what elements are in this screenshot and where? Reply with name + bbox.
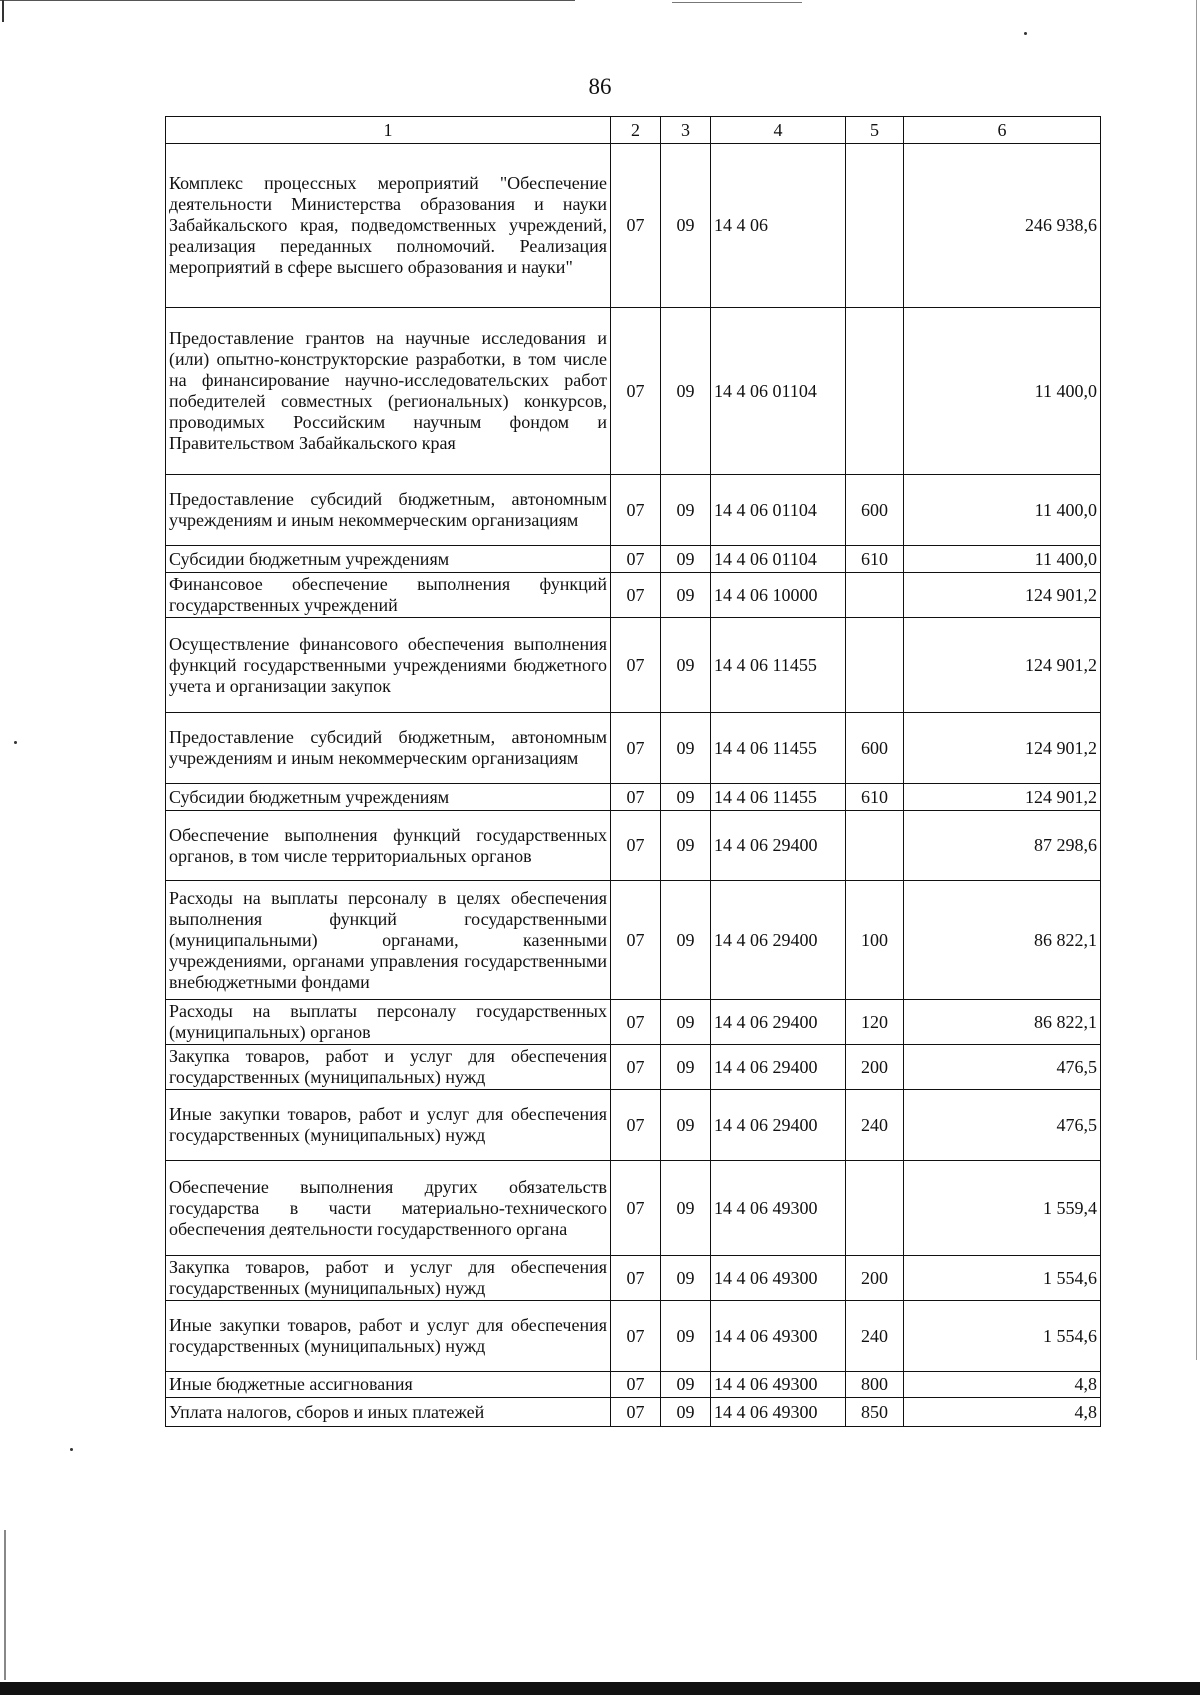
target-article-cell: 14 4 06 29400: [711, 811, 846, 881]
target-article-cell: 14 4 06 49300: [711, 1372, 846, 1398]
expense-type-cell: 240: [846, 1090, 904, 1161]
table-row: [166, 784, 1101, 811]
amount-cell: 11 400,0: [904, 475, 1101, 546]
section-cell: 07: [611, 144, 661, 308]
table-row: [166, 546, 1101, 573]
table-row: [166, 1090, 1101, 1161]
subsection-cell: 09: [661, 1301, 711, 1372]
subsection-cell: 09: [661, 573, 711, 618]
target-article-cell: 14 4 06 29400: [711, 881, 846, 1000]
scan-edge-line: [1196, 0, 1197, 1360]
column-header: 6: [904, 117, 1101, 144]
row-name-cell: Иные бюджетные ассигнования: [166, 1372, 611, 1398]
amount-cell: 124 901,2: [904, 713, 1101, 784]
expense-type-cell: [846, 811, 904, 881]
target-article-cell: 14 4 06 49300: [711, 1161, 846, 1256]
expense-type-cell: [846, 1161, 904, 1256]
section-cell: 07: [611, 1372, 661, 1398]
expense-type-cell: 200: [846, 1256, 904, 1301]
subsection-cell: 09: [661, 1045, 711, 1090]
expense-type-cell: 600: [846, 713, 904, 784]
amount-cell: 87 298,6: [904, 811, 1101, 881]
target-article-cell: 14 4 06 11455: [711, 713, 846, 784]
target-article-cell: 14 4 06 01104: [711, 475, 846, 546]
subsection-cell: 09: [661, 713, 711, 784]
row-name-cell: Финансовое обеспечение выполнения функций государственных учреждений: [166, 573, 611, 618]
page-number: 86: [588, 74, 612, 99]
amount-cell: 124 901,2: [904, 618, 1101, 713]
table-body: [166, 144, 1101, 1427]
section-cell: 07: [611, 1398, 661, 1427]
scan-bottom-bar: [0, 1682, 1200, 1695]
scan-speck: [70, 1448, 73, 1451]
scan-speck: [14, 741, 17, 744]
table-row: [166, 475, 1101, 546]
row-name-cell: Обеспечение выполнения других обязательств государства в части материально-технического обеспечения деятельности государственного органа: [166, 1161, 611, 1256]
row-name-cell: Закупка товаров, работ и услуг для обеспечения государственных (муниципальных) нужд: [166, 1045, 611, 1090]
target-article-cell: 14 4 06 11455: [711, 784, 846, 811]
column-header: 2: [611, 117, 661, 144]
subsection-cell: 09: [661, 881, 711, 1000]
subsection-cell: 09: [661, 811, 711, 881]
expense-type-cell: 610: [846, 546, 904, 573]
amount-cell: 1 554,6: [904, 1301, 1101, 1372]
expense-type-cell: [846, 308, 904, 475]
amount-cell: 11 400,0: [904, 546, 1101, 573]
subsection-cell: 09: [661, 1000, 711, 1045]
subsection-cell: 09: [661, 1090, 711, 1161]
scan-edge-line: [672, 2, 802, 3]
table-row: [166, 573, 1101, 618]
amount-cell: 1 554,6: [904, 1256, 1101, 1301]
table-row: [166, 1000, 1101, 1045]
target-article-cell: 14 4 06 11455: [711, 618, 846, 713]
section-cell: 07: [611, 1301, 661, 1372]
table-row: [166, 1398, 1101, 1427]
target-article-cell: 14 4 06 29400: [711, 1045, 846, 1090]
subsection-cell: 09: [661, 784, 711, 811]
table-row: [166, 881, 1101, 1000]
expense-type-cell: 100: [846, 881, 904, 1000]
expense-type-cell: [846, 573, 904, 618]
row-name-cell: Обеспечение выполнения функций государственных органов, в том числе территориальных органов: [166, 811, 611, 881]
section-cell: 07: [611, 618, 661, 713]
target-article-cell: 14 4 06 49300: [711, 1398, 846, 1427]
scan-edge-line: [4, 1530, 6, 1680]
subsection-cell: 09: [661, 1161, 711, 1256]
table-header-row: [166, 117, 1101, 144]
row-name-cell: Расходы на выплаты персоналу в целях обеспечения выполнения функций государственными (муниципальными) органами, казенными учреждениями, органами управления государственными внебюджетными фондами: [166, 881, 611, 1000]
section-cell: 07: [611, 475, 661, 546]
row-name-cell: Комплекс процессных мероприятий "Обеспечение деятельности Министерства образования и науки Забайкальского края, подведомственных учреждений, реализация переданных полномочий. Реализация мероприятий в сфере высшего образования и науки": [166, 144, 611, 308]
column-header: 5: [846, 117, 904, 144]
expense-type-cell: [846, 144, 904, 308]
budget-table: [165, 116, 1101, 1427]
subsection-cell: 09: [661, 1256, 711, 1301]
section-cell: 07: [611, 881, 661, 1000]
table-row: [166, 1256, 1101, 1301]
section-cell: 07: [611, 1045, 661, 1090]
table-row: [166, 1301, 1101, 1372]
expense-type-cell: [846, 618, 904, 713]
target-article-cell: 14 4 06 10000: [711, 573, 846, 618]
subsection-cell: 09: [661, 475, 711, 546]
expense-type-cell: 200: [846, 1045, 904, 1090]
amount-cell: 86 822,1: [904, 881, 1101, 1000]
table-row: [166, 713, 1101, 784]
target-article-cell: 14 4 06 49300: [711, 1256, 846, 1301]
amount-cell: 4,8: [904, 1372, 1101, 1398]
target-article-cell: 14 4 06 29400: [711, 1090, 846, 1161]
table-row: [166, 1372, 1101, 1398]
amount-cell: 124 901,2: [904, 784, 1101, 811]
row-name-cell: Иные закупки товаров, работ и услуг для обеспечения государственных (муниципальных) нужд: [166, 1301, 611, 1372]
expense-type-cell: 850: [846, 1398, 904, 1427]
expense-type-cell: 600: [846, 475, 904, 546]
row-name-cell: Закупка товаров, работ и услуг для обеспечения государственных (муниципальных) нужд: [166, 1256, 611, 1301]
expense-type-cell: 610: [846, 784, 904, 811]
column-header: 4: [711, 117, 846, 144]
section-cell: 07: [611, 1000, 661, 1045]
scan-edge-line: [0, 0, 575, 1]
scan-edge-line: [2, 0, 4, 22]
subsection-cell: 09: [661, 546, 711, 573]
table-row: [166, 308, 1101, 475]
section-cell: 07: [611, 1256, 661, 1301]
expense-type-cell: 120: [846, 1000, 904, 1045]
amount-cell: 11 400,0: [904, 308, 1101, 475]
subsection-cell: 09: [661, 308, 711, 475]
section-cell: 07: [611, 546, 661, 573]
row-name-cell: Осуществление финансового обеспечения выполнения функций государственными учреждениями бюджетного учета и организации закупок: [166, 618, 611, 713]
section-cell: 07: [611, 713, 661, 784]
expense-type-cell: 800: [846, 1372, 904, 1398]
column-header: 3: [661, 117, 711, 144]
section-cell: 07: [611, 811, 661, 881]
section-cell: 07: [611, 573, 661, 618]
row-name-cell: Расходы на выплаты персоналу государственных (муниципальных) органов: [166, 1000, 611, 1045]
amount-cell: 124 901,2: [904, 573, 1101, 618]
row-name-cell: Субсидии бюджетным учреждениям: [166, 784, 611, 811]
column-header: 1: [166, 117, 611, 144]
row-name-cell: Предоставление субсидий бюджетным, автономным учреждениям и иным некоммерческим организациям: [166, 713, 611, 784]
row-name-cell: Иные закупки товаров, работ и услуг для обеспечения государственных (муниципальных) нужд: [166, 1090, 611, 1161]
table-row: [166, 1045, 1101, 1090]
section-cell: 07: [611, 1090, 661, 1161]
amount-cell: 476,5: [904, 1045, 1101, 1090]
section-cell: 07: [611, 784, 661, 811]
subsection-cell: 09: [661, 618, 711, 713]
section-cell: 07: [611, 1161, 661, 1256]
section-cell: 07: [611, 308, 661, 475]
target-article-cell: 14 4 06 01104: [711, 308, 846, 475]
target-article-cell: 14 4 06 01104: [711, 546, 846, 573]
table-row: [166, 811, 1101, 881]
row-name-cell: Предоставление грантов на научные исследования и (или) опытно-конструкторские разработки, в том числе на финансирование научно-исследовательских работ победителей совместных (региональных) конкурсов, проводимых Российским научным фондом и Правительством Забайкальского края: [166, 308, 611, 475]
row-name-cell: Предоставление субсидий бюджетным, автономным учреждениям и иным некоммерческим организациям: [166, 475, 611, 546]
table-row: [166, 618, 1101, 713]
amount-cell: 246 938,6: [904, 144, 1101, 308]
target-article-cell: 14 4 06 29400: [711, 1000, 846, 1045]
subsection-cell: 09: [661, 144, 711, 308]
amount-cell: 4,8: [904, 1398, 1101, 1427]
row-name-cell: Субсидии бюджетным учреждениям: [166, 546, 611, 573]
target-article-cell: 14 4 06: [711, 144, 846, 308]
target-article-cell: 14 4 06 49300: [711, 1301, 846, 1372]
amount-cell: 476,5: [904, 1090, 1101, 1161]
scan-speck: [1024, 32, 1027, 35]
amount-cell: 86 822,1: [904, 1000, 1101, 1045]
table-row: [166, 1161, 1101, 1256]
amount-cell: 1 559,4: [904, 1161, 1101, 1256]
row-name-cell: Уплата налогов, сборов и иных платежей: [166, 1398, 611, 1427]
subsection-cell: 09: [661, 1398, 711, 1427]
table-row: [166, 144, 1101, 308]
subsection-cell: 09: [661, 1372, 711, 1398]
expense-type-cell: 240: [846, 1301, 904, 1372]
